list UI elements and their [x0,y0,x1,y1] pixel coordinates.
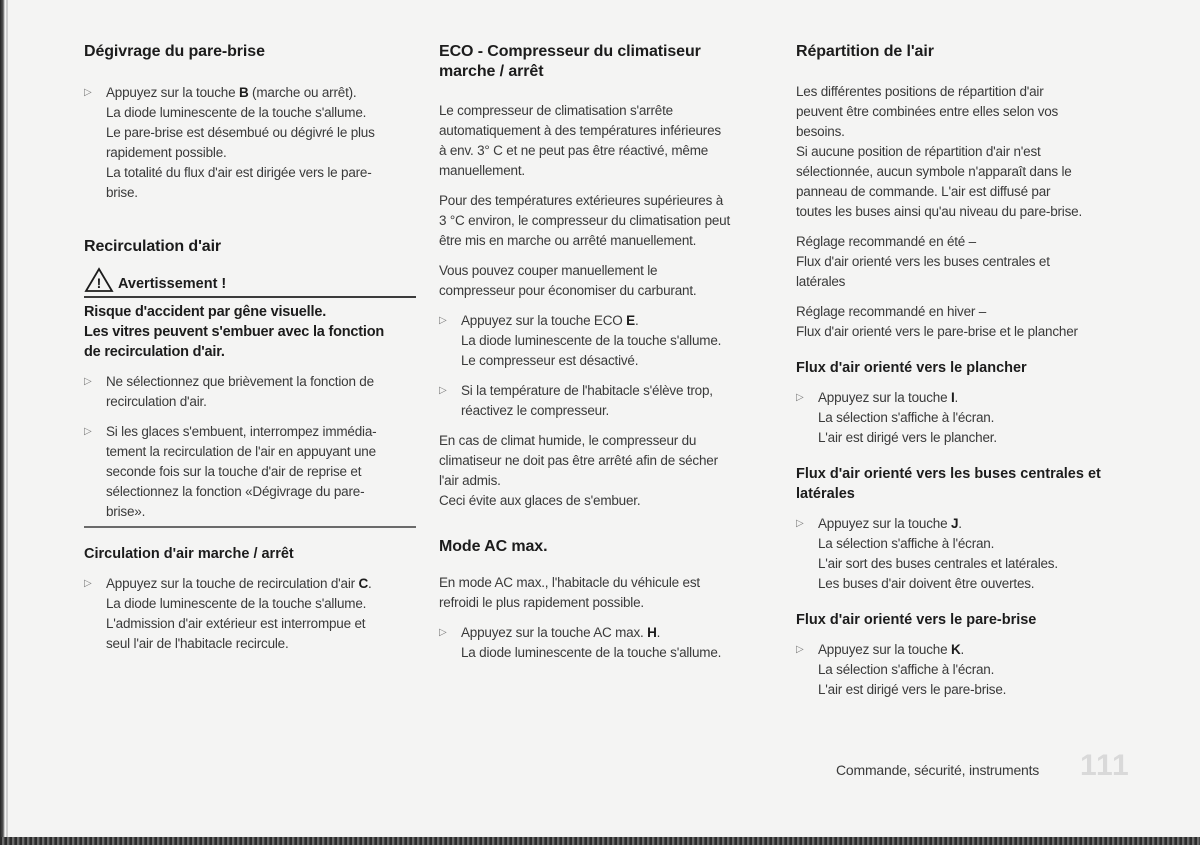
step-arrow-icon: ▷ [439,627,447,638]
key-label: E [626,313,635,328]
heading-ac-max: Mode AC max. [439,538,548,555]
step-arrow-icon: ▷ [84,376,92,387]
key-label: H [647,625,657,640]
warning-title: Avertissement ! [118,276,227,292]
paragraph-eco-3: Vous pouvez couper manuellement le compresseur pour économiser du carburant. [439,263,697,298]
paragraph-ac-max: En mode AC max., l'habitacle du véhicule est refroidi le plus rapidement possible. [439,575,700,610]
warning-header [84,267,416,298]
heading-flux-plancher: Flux d'air orienté vers le plancher [796,360,1027,376]
paragraph-repartition-1: Les différentes positions de répartition d'air peuvent être combinées entre elles selon vos besoins. Si aucune position de répartition d'air n'est sélectionnée, aucun symbole n'apparaît dans le panneau de commande. L'air est diffusé par toutes les buses ainsi qu'au niveau du pare-brise. [796,84,1083,219]
step-warning-2: ▷ Si les glaces s'embuent, interrompez immédia- tement la recirculation de l'air en appuyant une seconde fois sur la touche d'air de reprise et sélectionnez la fonction «Dégivrage du pare- brise». [84,424,377,519]
key-label: J [950,516,959,531]
step-eco-2: ▷ Si la température de l'habitacle s'élève trop, réactivez le compresseur. [439,383,713,418]
paragraph-eco-2: Pour des températures extérieures supérieures à 3 °C environ, le compresseur du climatisation peut être mis en marche ou arrêté manuellement. [439,193,731,248]
step-warning-1: ▷ Ne sélectionnez que brièvement la fonction de recirculation d'air. [84,374,374,409]
step-eco-1: ▷ Appuyez sur la touche ECO E. La diode luminescente de la touche s'allume. Le compresseur est désactivé. [439,313,722,368]
heading-circulation: Circulation d'air marche / arrêt [84,546,294,562]
step-arrow-icon: ▷ [796,392,804,403]
warning-line-1: Risque d'accident par gêne visuelle. [84,304,327,320]
step-arrow-icon: ▷ [84,578,92,589]
key-label: C [358,576,369,591]
heading-eco-line2: marche / arrêt [439,63,544,80]
paragraph-repartition-2: Réglage recommandé en été – Flux d'air orienté vers les buses centrales et latérales [796,234,1050,289]
step-degivrage: ▷ Appuyez sur la touche B (marche ou arrêt). La diode luminescente de la touche s'allume. Le pare-brise est désembué ou dégivré le plus rapidement possible. La totalité du flux d'air est dirigée vers le pare- brise. [84,85,375,200]
step-circulation: ▷ Appuyez sur la touche de recirculation d'air C. La diode luminescente de la touche s'allume. L'admission d'air extérieur est interrompue et seul l'air de l'habitacle recircule. [84,576,372,651]
paragraph-eco-1: Le compresseur de climatisation s'arrête automatiquement à des températures inférieures à env. 3° C et ne peut pas être réactivé, même manuellement. [439,103,721,178]
heading-flux-pare-brise: Flux d'air orienté vers le pare-brise [796,612,1037,628]
heading-recirculation: Recirculation d'air [84,238,222,255]
page-number: 111 [1080,749,1130,782]
warning-icon [84,267,114,293]
column-right [796,42,1132,700]
footer-section-title: Commande, sécurité, instruments [836,762,1040,778]
step-arrow-icon: ▷ [796,518,804,529]
step-arrow-icon: ▷ [439,315,447,326]
column-middle [439,42,773,663]
step-flux-plancher: ▷ Appuyez sur la touche I. La sélection s'affiche à l'écran. L'air est dirigé vers le plancher. [796,390,997,445]
svg-text:!: ! [96,275,102,291]
heading-flux-buses-line1: Flux d'air orienté vers les buses centrales et [796,466,1101,482]
heading-repartition: Répartition de l'air [796,43,934,60]
column-left [84,42,416,654]
warning-line-2: Les vitres peuvent s'embuer avec la fonction [84,324,385,340]
heading-eco-line1: ECO - Compresseur du climatiseur [439,43,701,60]
step-arrow-icon: ▷ [796,644,804,655]
warning-line-3: de recirculation d'air. [84,344,225,360]
key-label: B [238,85,249,100]
step-arrow-icon: ▷ [439,385,447,396]
step-arrow-icon: ▷ [84,426,92,437]
step-flux-pare-brise: ▷ Appuyez sur la touche K. La sélection s'affiche à l'écran. L'air est dirigé vers le pare-brise. [796,642,1007,697]
paragraph-repartition-3: Réglage recommandé en hiver – Flux d'air orienté vers le pare-brise et le plancher [796,304,1078,339]
step-ac-max: ▷ Appuyez sur la touche AC max. H. La diode luminescente de la touche s'allume. [439,625,722,660]
heading-degivrage: Dégivrage du pare-brise [84,43,265,60]
binding-edge [6,0,8,845]
step-flux-buses: ▷ Appuyez sur la touche J. La sélection s'affiche à l'écran. L'air sort des buses centrales et latérales. Les buses d'air doivent être ouvertes. [796,516,1058,591]
heading-flux-buses-line2: latérales [796,486,855,502]
step-arrow-icon: ▷ [84,87,92,98]
paragraph-eco-4: En cas de climat humide, le compresseur du climatiseur ne doit pas être arrêté afin de sécher l'air admis. Ceci évite aux glaces de s'embuer. [439,433,718,508]
bottom-page-edge [0,837,1200,845]
key-label: I [950,390,955,405]
binding-shadow [0,0,5,845]
key-label: K [950,642,961,657]
